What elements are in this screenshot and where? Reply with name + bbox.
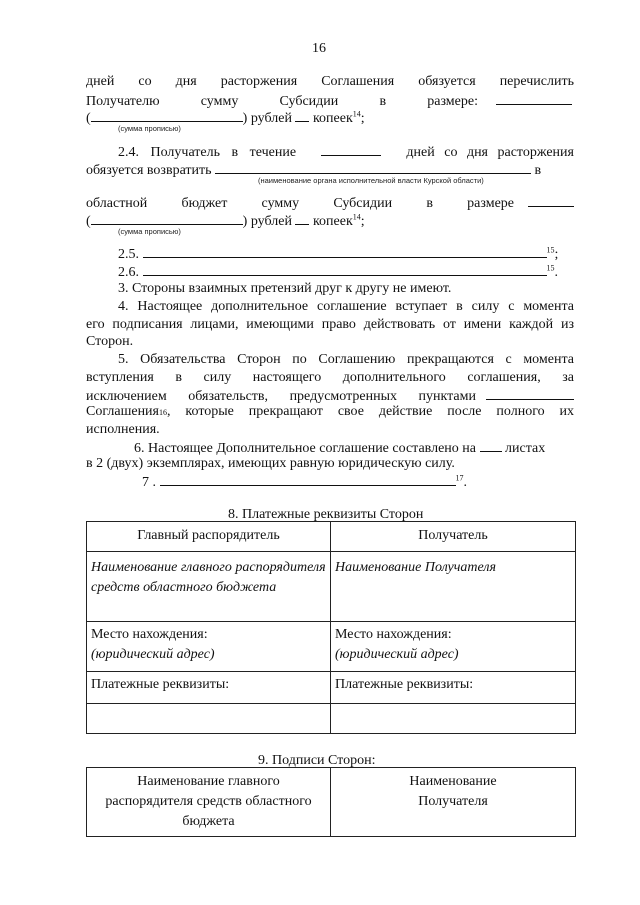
signatures-table: [86, 767, 576, 837]
item-4-line1: 4. Настоящее дополнительное соглашение вступает в силу с момента: [118, 299, 574, 314]
item-2-5: 2.5. $^{15}$;: [118, 245, 559, 262]
item-2-6: 2.6. $^{15}$.: [118, 263, 558, 280]
p24-kop-blank: [295, 211, 309, 225]
signature-cell-left: Наименование главного распорядителя средств областного бюджета: [87, 768, 331, 837]
p24-caption-organ: (наименование органа исполнительной власти Курской области): [258, 176, 484, 185]
p24-days-blank: [321, 142, 381, 156]
section-8-title: 8. Платежные реквизиты Сторон: [228, 507, 424, 522]
section-9-title: 9. Подписи Сторон:: [258, 753, 376, 768]
p24-caption-sum: (сумма прописью): [118, 227, 181, 236]
item-2-6-blank: [143, 262, 547, 276]
item-6-sheets-blank: [480, 438, 502, 452]
p1-sum-words-blank: [91, 108, 243, 122]
item-4-line3: Сторон.: [86, 334, 134, 349]
item-6-line1: 6. Настоящее Дополнительное соглашение составлено на листах: [134, 438, 545, 457]
location-cell-left: Место нахождения: (юридический адрес): [87, 622, 331, 672]
p1-amount-blank: [496, 91, 572, 105]
page-number: 16: [312, 41, 326, 56]
p1-line3: ( ) рублей копеек$^{14}$;: [86, 109, 365, 126]
item-5-line4: Соглашения 16 , которые прекращают свое действие после полного их: [86, 404, 574, 419]
p24-organ-blank: [215, 160, 531, 174]
payment-value-right: [331, 704, 576, 734]
p1-line1: дней со дня расторжения Соглашения обязуется перечислить: [86, 74, 574, 89]
signature-cell-right: Наименование Получателя: [331, 768, 576, 837]
p24-amount-blank: [528, 193, 574, 207]
item-2-5-blank: [143, 244, 547, 258]
p24-line1: 2.4. Получатель в течение дней со дня расторжения: [118, 142, 574, 161]
p24-sum-words-blank: [91, 211, 243, 225]
name-cell-left: Наименование главного распорядителя средств областного бюджета: [87, 552, 331, 622]
item-3: 3. Стороны взаимных претензий друг к другу не имеют.: [118, 281, 452, 296]
header-cell-right: Получатель: [331, 522, 576, 552]
item-7: 7 . $^{17}$.: [142, 473, 467, 490]
p1-line2-text: Получателю сумму Субсидии в размере:: [86, 94, 478, 109]
item-5-points-blank: [486, 386, 574, 400]
p1-kop-blank: [295, 108, 309, 122]
payment-value-left: [87, 704, 331, 734]
item-5-line2: вступления в силу настоящего дополнительного соглашения, за: [86, 370, 574, 385]
p1-caption: (сумма прописью): [118, 124, 181, 133]
payment-details-table: [86, 521, 576, 734]
item-5-line1: 5. Обязательства Сторон по Соглашению прекращаются с момента: [118, 352, 574, 367]
item-4-line2: его подписания лицами, имеющими право действовать от имени каждой из: [86, 317, 574, 332]
p24-line2: обязуется возвратить в: [86, 160, 541, 179]
item-5-line5: исполнения.: [86, 422, 160, 437]
item-6-line2: в 2 (двух) экземплярах, имеющих равную юридическую силу.: [86, 456, 455, 471]
header-cell-left: Главный распорядитель: [87, 522, 331, 552]
item-7-blank: [160, 472, 456, 486]
item-5-line3: исключением обязательств, предусмотренных пунктами: [86, 386, 574, 405]
payment-cell-left: Платежные реквизиты:: [87, 672, 331, 704]
name-cell-right: Наименование Получателя: [331, 552, 576, 622]
p24-line4: ( ) рублей копеек$^{14}$;: [86, 212, 365, 229]
payment-cell-right: Платежные реквизиты:: [331, 672, 576, 704]
location-cell-right: Место нахождения: (юридический адрес): [331, 622, 576, 672]
p24-line3: областной бюджет сумму Субсидии в размере: [86, 193, 574, 212]
